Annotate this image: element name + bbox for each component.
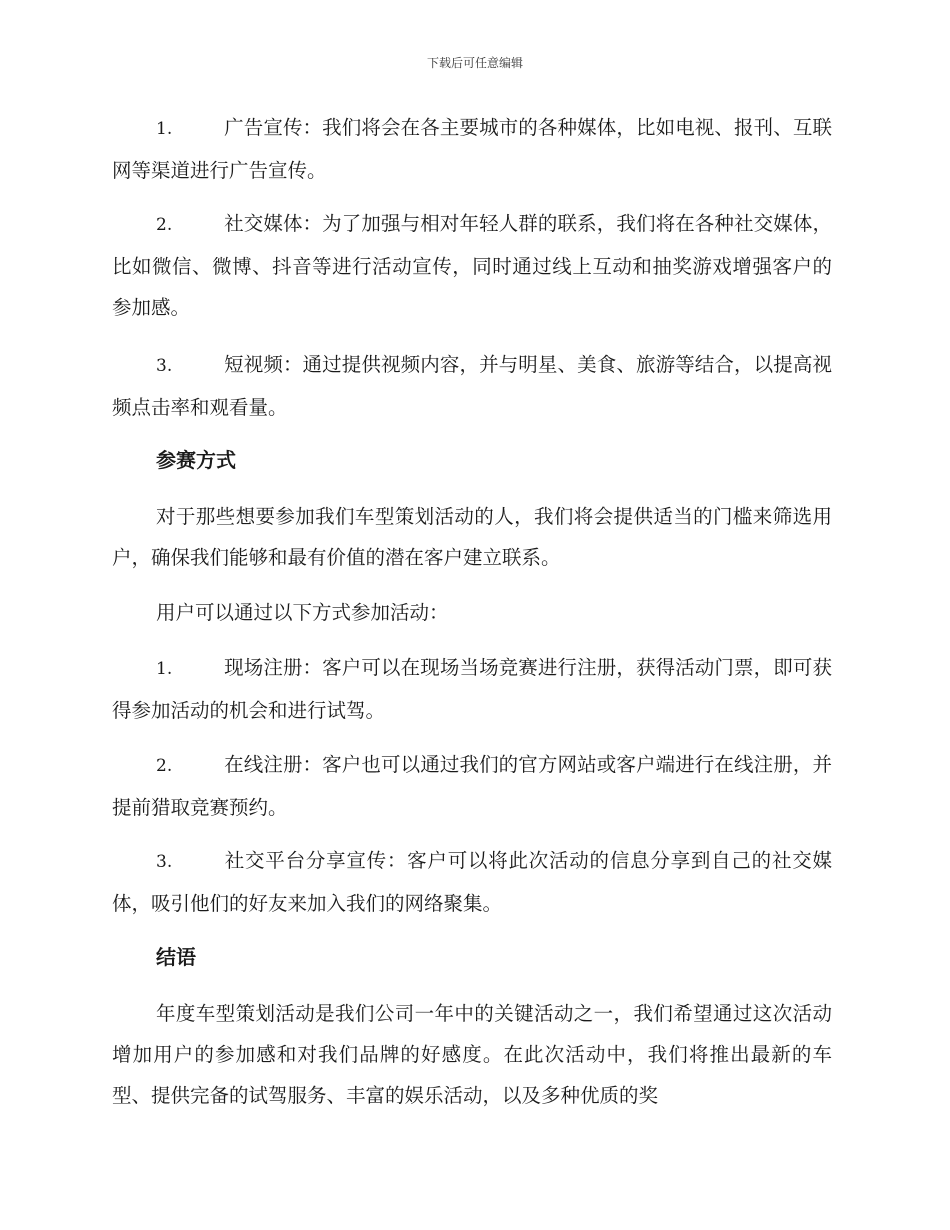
list-item bbox=[112, 344, 832, 428]
list-number: 1. bbox=[156, 659, 173, 679]
list-text: 短视频：通过提供视频内容，并与明星、美食、旅游等结合，以提高视频点击率和观看量。 bbox=[112, 353, 832, 419]
list-text: 在线注册：客户也可以通过我们的官方网站或客户端进行在线注册，并提前猎取竞赛预约。 bbox=[112, 753, 832, 819]
section-heading: 参赛方式 bbox=[156, 448, 236, 472]
list-item bbox=[112, 647, 832, 731]
list-item bbox=[112, 744, 832, 828]
list-number: 2. bbox=[156, 756, 173, 776]
list-number: 3. bbox=[156, 356, 173, 376]
list-text: 社交媒体：为了加强与相对年轻人群的联系，我们将在各种社交媒体，比如微信、微博、抖音等进行活动宣传，同时通过线上互动和抽奖游戏增强客户的参加感。 bbox=[112, 212, 832, 319]
paragraph: 对于那些想要参加我们车型策划活动的人，我们将会提供适当的门槛来筛选用户，确保我们能够和最有价值的潜在客户建立联系。 bbox=[112, 505, 832, 569]
list-item bbox=[112, 107, 832, 191]
list-number: 3. bbox=[156, 852, 173, 872]
list-text: 社交平台分享宣传：客户可以将此次活动的信息分享到自己的社交媒体，吸引他们的好友来加入我们的网络聚集。 bbox=[112, 849, 832, 915]
paragraph: 用户可以通过以下方式参加活动： bbox=[156, 601, 449, 624]
list-number: 1. bbox=[156, 119, 173, 139]
paragraph: 年度车型策划活动是我们公司一年中的关键活动之一，我们希望通过这次活动增加用户的参加感和对我们品牌的好感度。在此次活动中，我们将推出最新的车型、提供完备的试驾服务、丰富的娱乐活动，以及多种优质的奖 bbox=[112, 1002, 832, 1107]
list-text: 广告宣传：我们将会在各主要城市的各种媒体，比如电视、报刊、互联网等渠道进行广告宣传。 bbox=[112, 116, 832, 182]
list-item bbox=[112, 840, 832, 924]
list-text: 现场注册：客户可以在现场当场竞赛进行注册，获得活动门票，即可获得参加活动的机会和进行试驾。 bbox=[112, 656, 832, 722]
list-item bbox=[112, 203, 832, 328]
list-number: 2. bbox=[156, 215, 173, 235]
section-heading: 结语 bbox=[156, 945, 196, 969]
page-header: 下载后可任意编辑 bbox=[426, 56, 523, 70]
